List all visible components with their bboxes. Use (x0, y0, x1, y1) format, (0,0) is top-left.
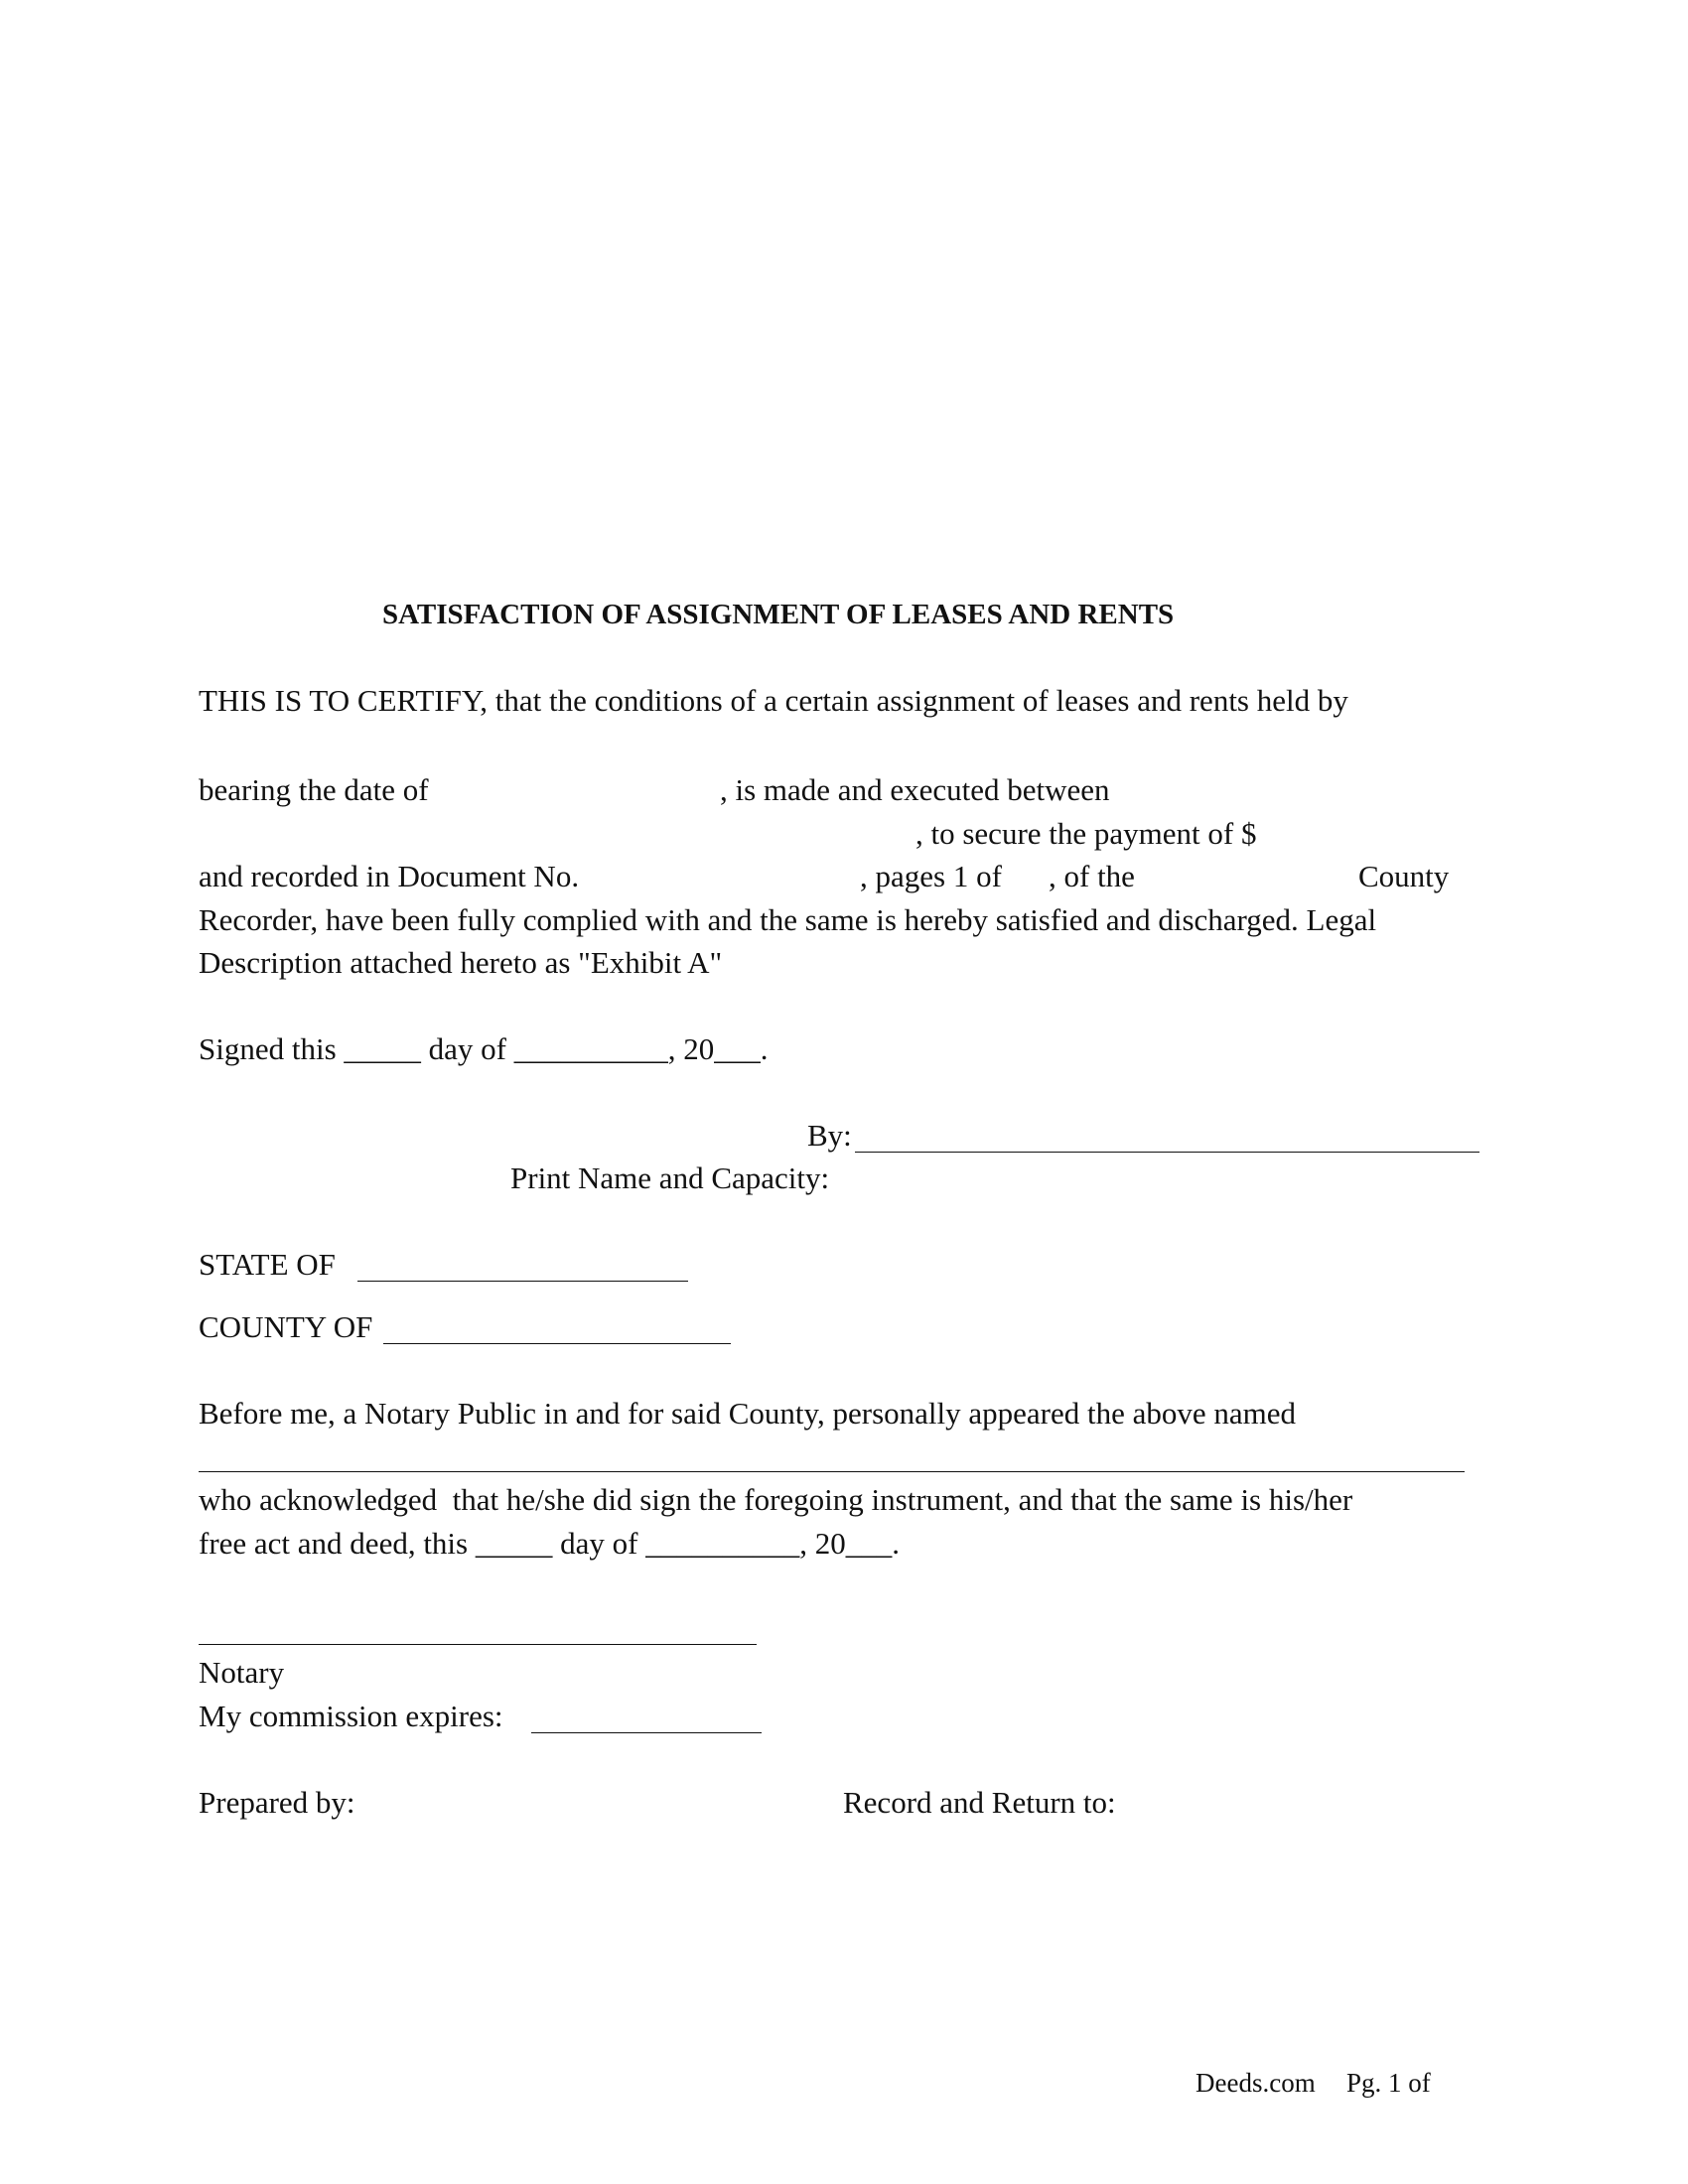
by-label: By: (807, 1118, 852, 1153)
record-return-label: Record and Return to: (843, 1785, 1116, 1820)
bearing-date-label: bearing the date of (199, 772, 429, 807)
footer-page-number: Pg. 1 of (1346, 2068, 1431, 2098)
county-of-label: COUNTY OF (199, 1309, 373, 1344)
recorder-line: Recorder, have been fully complied with and the same is hereby satisfied and discharged. Legal (199, 902, 1377, 937)
pages-label: , pages 1 of (860, 859, 1002, 893)
signed-line: Signed this _____ day of __________, 20___. (199, 1031, 769, 1066)
notary-label: Notary (199, 1655, 285, 1690)
free-act-line: free act and deed, this _____ day of __________, 20___. (199, 1526, 900, 1561)
exhibit-line: Description attached hereto as "Exhibit A" (199, 945, 723, 980)
state-of-label: STATE OF (199, 1247, 336, 1282)
secure-payment-label: , to secure the payment of $ (915, 816, 1257, 851)
certify-line: THIS IS TO CERTIFY, that the conditions of a certain assignment of leases and rents held by (199, 683, 1348, 718)
commission-line (531, 1732, 762, 1733)
signature-line (855, 1152, 1479, 1153)
print-name-label: Print Name and Capacity: (510, 1160, 830, 1195)
commission-label: My commission expires: (199, 1699, 503, 1733)
county-of-line (383, 1343, 731, 1344)
made-executed-label: , is made and executed between (720, 772, 1110, 807)
appeared-name-line (199, 1471, 1465, 1472)
of-the-label: , of the (1049, 859, 1135, 893)
notary-signature-line (199, 1644, 757, 1645)
acknowledged-line: who acknowledged that he/she did sign the foregoing instrument, and that the same is his/her (199, 1482, 1353, 1517)
notary-intro: Before me, a Notary Public in and for said County, personally appeared the above named (199, 1396, 1297, 1431)
state-of-line (357, 1281, 688, 1282)
prepared-by-label: Prepared by: (199, 1785, 355, 1820)
recorded-document-label: and recorded in Document No. (199, 859, 580, 893)
county-label: County (1358, 859, 1450, 893)
footer-site: Deeds.com (1196, 2068, 1316, 2098)
document-title: SATISFACTION OF ASSIGNMENT OF LEASES AND RENTS (382, 599, 1175, 630)
